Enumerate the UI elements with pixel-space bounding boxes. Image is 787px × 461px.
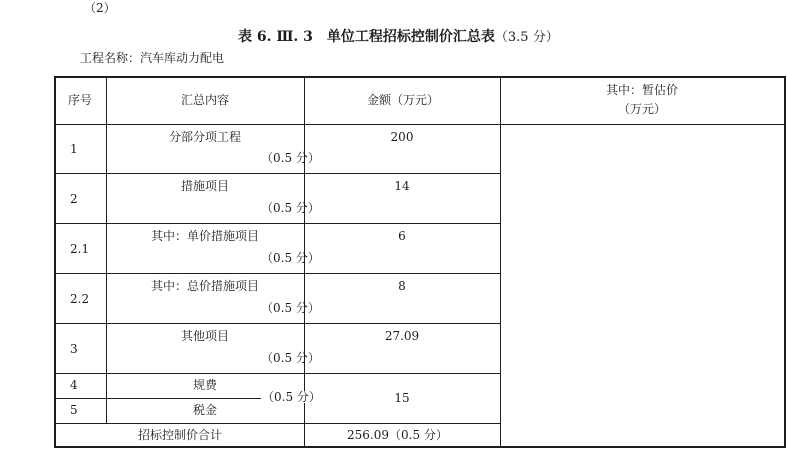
row-3-seq: 3 (70, 342, 78, 356)
table-border-left (54, 76, 56, 448)
row-line-3 (54, 273, 501, 274)
table-border-bottom (54, 446, 786, 448)
total-value (347, 429, 448, 441)
row-2-score: （0.5 分） (261, 201, 320, 215)
row-4-content: 规费 (192, 378, 218, 392)
row-3-score: （0.5 分） (261, 351, 320, 365)
table-border-right (784, 76, 786, 448)
row-2-2-amount: 8 (398, 279, 406, 293)
row-5-seq: 5 (70, 403, 78, 417)
row-2-1-content: 其中：单价措施项目 (150, 229, 260, 243)
question-number: （2） (84, 1, 116, 15)
row-3-amount: 27.09 (384, 329, 420, 343)
header-seq: 序号 (67, 93, 93, 107)
header-amount: 金额（万元） (366, 93, 440, 107)
row-3-content: 其他项目 (180, 329, 230, 343)
row-2-amount: 14 (394, 179, 410, 193)
row-2-1-seq: 2.1 (70, 242, 90, 256)
row-2-1-score: （0.5 分） (261, 251, 320, 265)
col-line-seq (106, 76, 107, 424)
row-2-2-content: 其中：总价措施项目 (150, 279, 260, 293)
row-1-seq: 1 (70, 142, 78, 156)
row-line-1 (54, 173, 501, 174)
row-line-header (54, 124, 786, 125)
project-name: 工程名称：汽车库动力配电 (80, 51, 225, 65)
header-provisional-line2: （万元） (617, 102, 667, 116)
table-title (238, 30, 559, 44)
row-line-2 (54, 223, 501, 224)
row-2-2-score: （0.5 分） (261, 301, 320, 315)
table-title-text: 表 6. Ⅲ. 3 单位工程招标控制价汇总表 (238, 29, 495, 45)
header-content: 汇总内容 (180, 93, 230, 107)
row-line-4 (54, 323, 501, 324)
row-4-seq: 4 (70, 378, 78, 392)
row-1-score: （0.5 分） (261, 151, 320, 165)
row-line-5 (54, 373, 501, 374)
row-2-1-amount: 6 (398, 229, 406, 243)
table-border-top (54, 76, 786, 78)
row-2-content: 措施项目 (180, 179, 230, 193)
row-2-seq: 2 (70, 192, 78, 206)
total-label: 招标控制价合计 (137, 428, 223, 442)
row-4-5-amount: 15 (394, 391, 410, 405)
row-1-content: 分部分项工程 (168, 130, 242, 144)
row-4-5-score: （0.5 分） (262, 390, 321, 404)
col-line-amount (500, 76, 501, 448)
header-provisional-line1: 其中：暂估价 (605, 83, 679, 97)
row-5-content: 税金 (192, 403, 218, 417)
total-score: （0.5 分） (389, 428, 448, 442)
row-1-amount: 200 (390, 130, 414, 144)
total-amount: 256.09 (347, 428, 389, 442)
row-line-7 (54, 423, 501, 424)
row-2-2-seq: 2.2 (70, 292, 90, 306)
table-title-score: （3.5 分） (494, 30, 559, 45)
